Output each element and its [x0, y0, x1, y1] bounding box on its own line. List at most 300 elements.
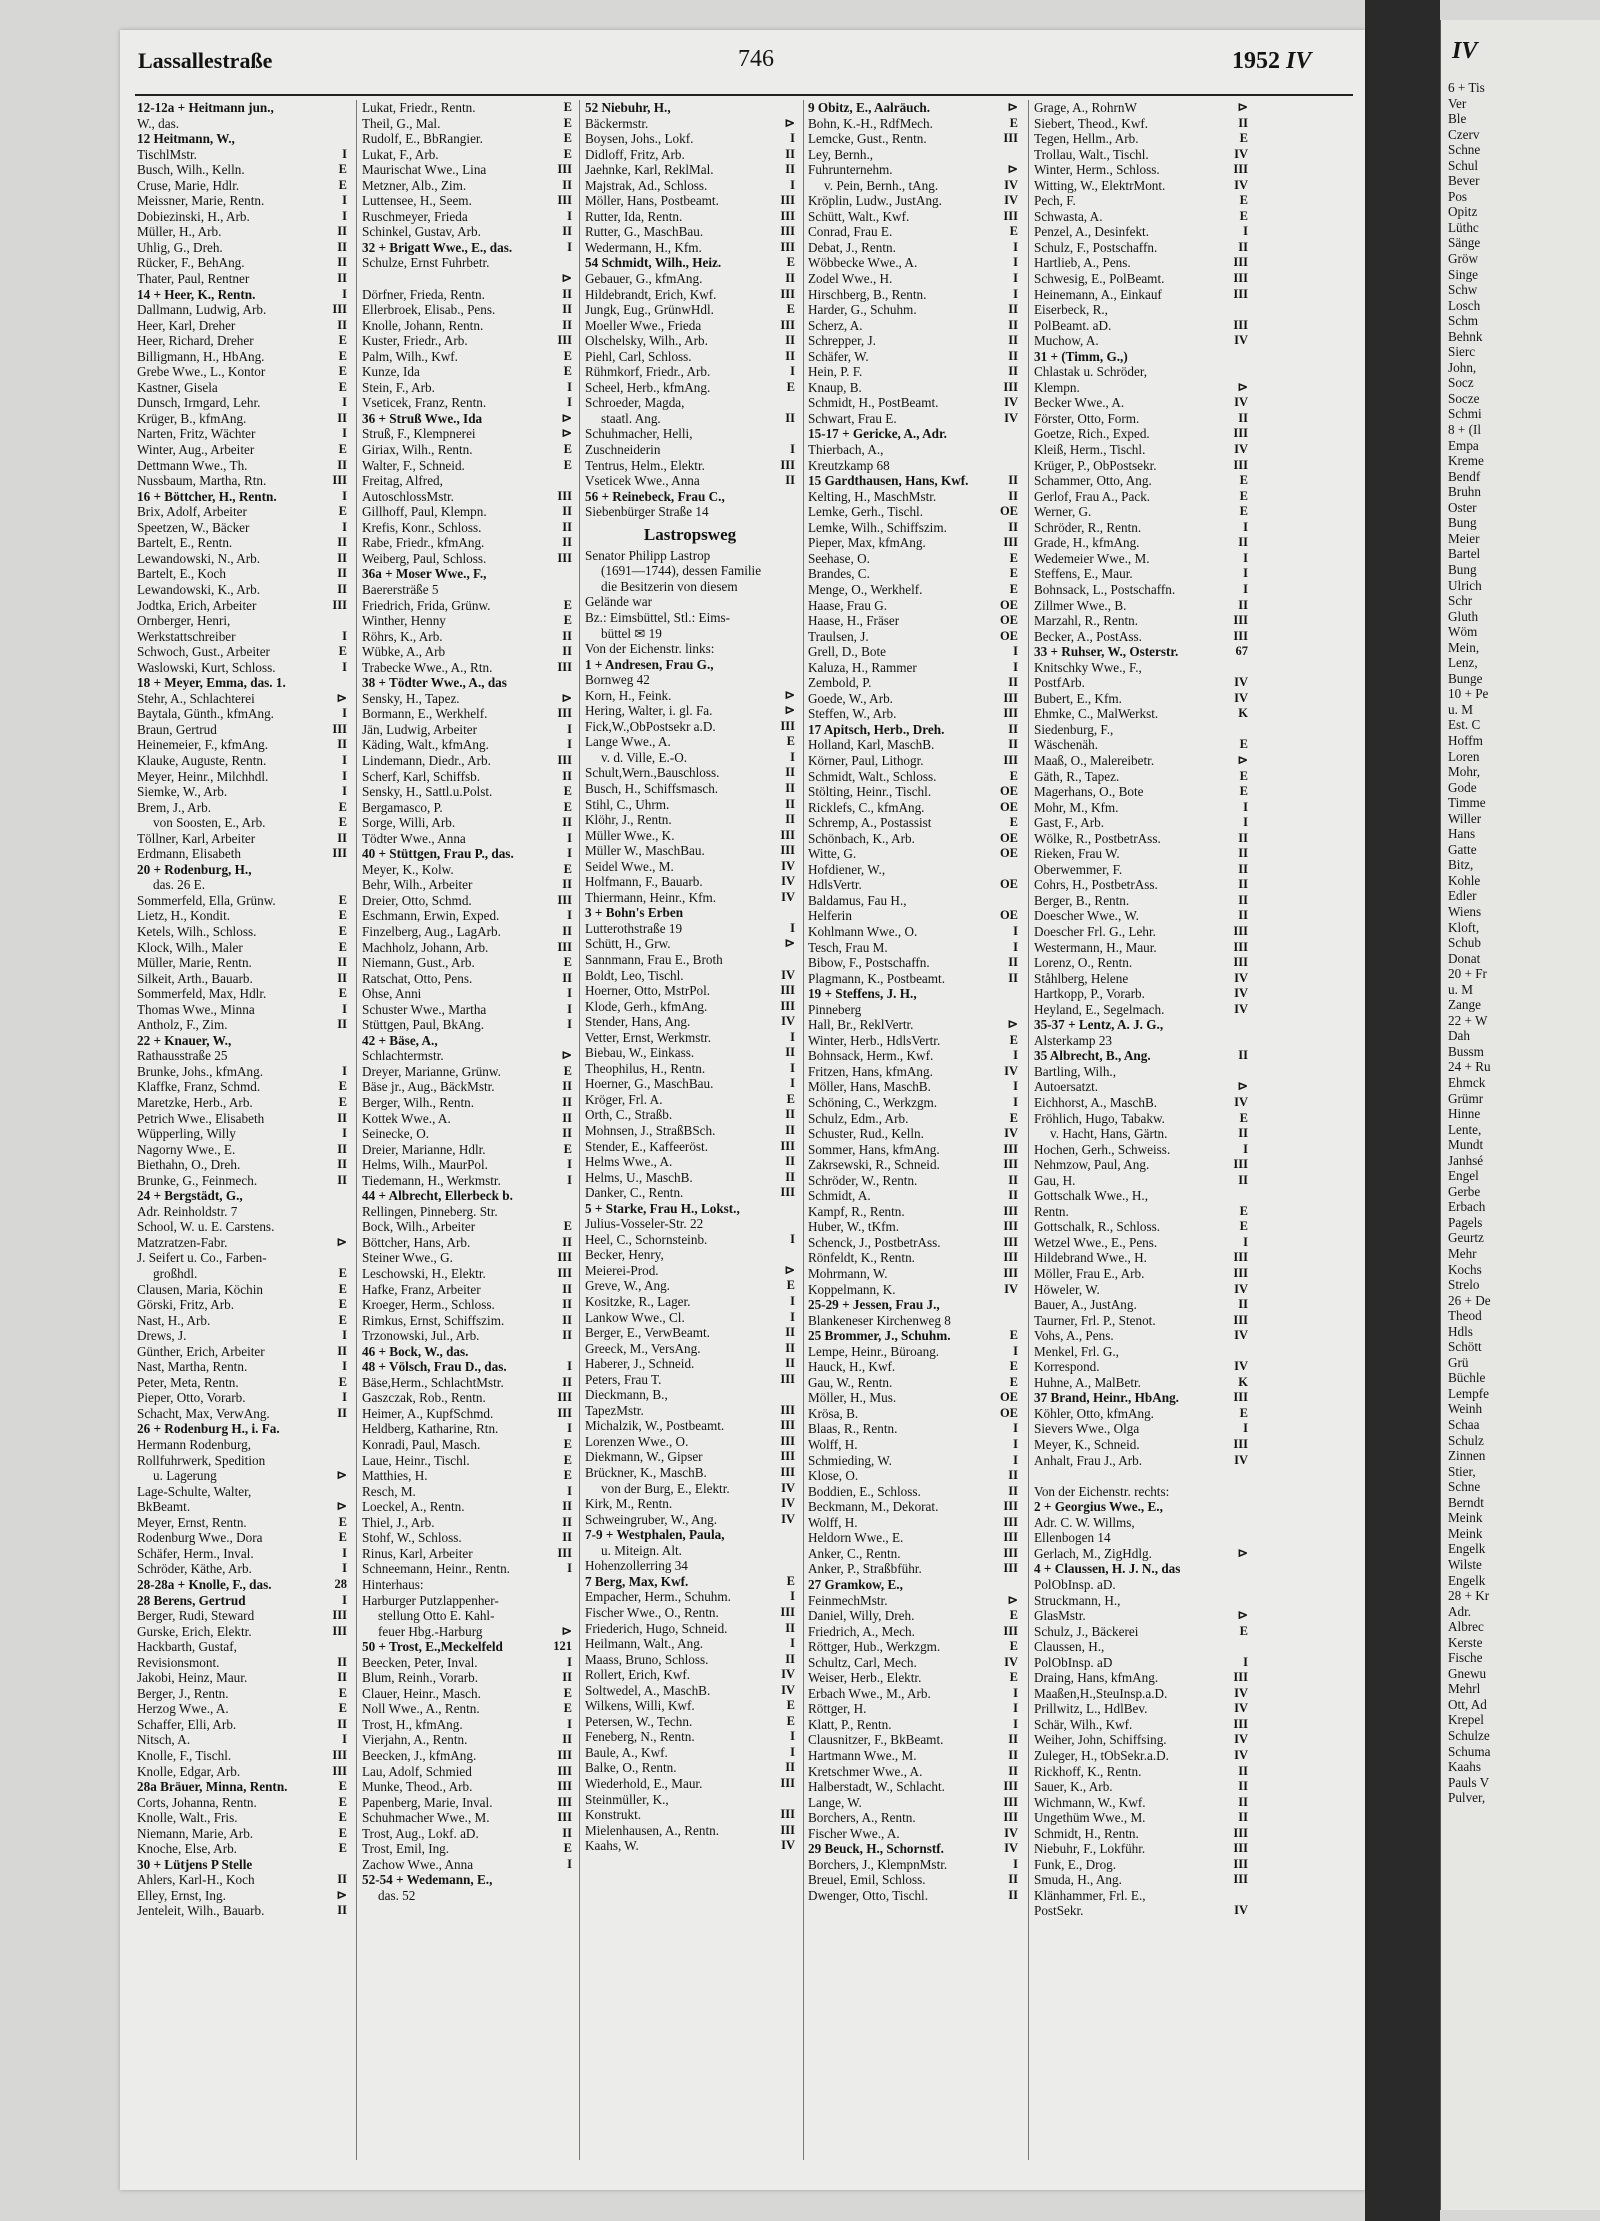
floor-mark: I	[567, 1716, 572, 1731]
directory-entry	[362, 971, 572, 987]
floor-mark: E	[338, 1701, 347, 1716]
directory-entry	[808, 1810, 1018, 1826]
directory-entry	[1034, 1717, 1248, 1733]
entry-text: Gau, W., Rentn.	[808, 1374, 893, 1390]
floor-mark: II	[337, 1903, 347, 1918]
floor-mark: III	[1233, 1872, 1248, 1887]
directory-entry	[362, 240, 572, 256]
directory-entry	[585, 1092, 795, 1108]
directory-entry	[585, 224, 795, 240]
edge-entry: Kohle	[1448, 872, 1481, 888]
edge-entry: Schaa	[1448, 1417, 1480, 1433]
directory-entry	[808, 1546, 1018, 1562]
floor-mark: III	[1003, 1530, 1018, 1545]
entry-text: Weiberg, Paul, Schloss.	[362, 550, 487, 566]
floor-mark: III	[1233, 939, 1248, 954]
directory-entry	[585, 968, 795, 984]
directory-entry	[137, 364, 347, 380]
floor-mark: III	[557, 1250, 572, 1265]
directory-entry	[137, 675, 347, 691]
floor-mark: II	[785, 348, 795, 363]
directory-entry	[362, 1188, 572, 1204]
directory-entry	[137, 940, 347, 956]
entry-text: Busch, Wilh., Kelln.	[137, 162, 245, 178]
directory-entry	[1034, 1017, 1248, 1033]
floor-mark: III	[1233, 1250, 1248, 1265]
directory-entry	[1034, 1297, 1248, 1313]
entry-text: Rabe, Friedr., kfmAng.	[362, 535, 485, 551]
directory-entry	[808, 1344, 1018, 1360]
floor-mark: I	[790, 1294, 795, 1309]
floor-mark: III	[557, 892, 572, 907]
entry-text: Lewandowski, N., Arb.	[137, 550, 261, 566]
directory-entry	[808, 1390, 1018, 1406]
entry-text: Möller, Hans, Postbeamt.	[585, 193, 719, 209]
floor-mark: I	[1013, 1437, 1018, 1452]
directory-entry	[137, 1344, 347, 1360]
directory-entry	[808, 489, 1018, 505]
floor-mark: I	[790, 364, 795, 379]
entry-text: Klose, O.	[808, 1468, 859, 1484]
floor-mark: II	[562, 877, 572, 892]
entry-text: Lange, W.	[808, 1794, 862, 1810]
edge-entry: Ehmck	[1448, 1075, 1486, 1090]
directory-entry	[808, 862, 1018, 878]
entry-text: Ruschmeyer, Frieda	[362, 208, 468, 224]
directory-entry	[1034, 1499, 1248, 1515]
directory-entry	[808, 846, 1018, 862]
directory-entry	[137, 955, 347, 971]
directory-entry	[1034, 458, 1248, 474]
directory-entry	[585, 1247, 795, 1263]
entry-text: Haase, Frau G.	[808, 597, 888, 613]
floor-mark: III	[1003, 1234, 1018, 1249]
edge-entry: Bung	[1448, 515, 1477, 531]
entry-text: Schremp, A., Postassist	[808, 815, 932, 831]
floor-mark: II	[337, 535, 347, 550]
entry-text: Bohnsack, Herm., Kwf.	[808, 1048, 934, 1064]
directory-entry	[1034, 1826, 1248, 1842]
directory-entry	[137, 271, 347, 287]
directory-entry	[808, 971, 1018, 987]
floor-mark: OE	[999, 908, 1018, 923]
directory-entry	[585, 318, 795, 334]
floor-mark: II	[1238, 410, 1248, 425]
floor-mark: IV	[1234, 1095, 1248, 1109]
directory-entry	[1034, 255, 1248, 271]
entry-text: Peters, Frau T.	[585, 1371, 662, 1387]
edge-entry: 6 + Tis	[1448, 80, 1485, 95]
edge-entry: Berndt	[1448, 1494, 1484, 1510]
entry-text: Orth, C., Straßb.	[585, 1107, 673, 1123]
floor-mark: III	[557, 706, 572, 721]
edge-entry: Hinne	[1448, 1106, 1481, 1122]
entry-text: 7-9 + Westphalen, Paula,	[585, 1527, 725, 1543]
floor-mark: III	[1233, 426, 1248, 441]
floor-mark: II	[562, 1374, 572, 1389]
entry-text: Revisionsmont.	[137, 1654, 220, 1670]
entry-text: Schammer, Otto, Ang.	[1034, 473, 1152, 489]
directory-entry	[808, 1748, 1018, 1764]
entry-text: Kottek Wwe., A.	[362, 1110, 451, 1126]
directory-entry	[585, 287, 795, 303]
floor-mark: I	[567, 1001, 572, 1016]
directory-entry	[137, 1095, 347, 1111]
floor-mark: II	[337, 1157, 347, 1172]
floor-mark: I	[567, 1856, 572, 1871]
entry-text: 52-54 + Wedemann, E.,	[362, 1872, 493, 1888]
floor-mark: II	[1008, 1188, 1018, 1203]
directory-entry	[137, 535, 347, 551]
entry-text: Becker, Henry,	[585, 1247, 664, 1263]
directory-entry	[808, 598, 1018, 614]
entry-text: Schmidt, H., PostBeamt.	[808, 395, 939, 411]
directory-entry	[1034, 1888, 1248, 1904]
edge-entry: Mehr	[1448, 1246, 1477, 1262]
entry-text: großhdl.	[153, 1266, 198, 1282]
floor-mark: II	[337, 224, 347, 239]
entry-text: Doescher Frl. G., Lehr.	[1034, 923, 1156, 939]
floor-mark: II	[785, 812, 795, 827]
directory-entry	[362, 489, 572, 505]
directory-entry	[137, 769, 347, 785]
entry-text: Draing, Hans, kfmAng.	[1034, 1670, 1159, 1686]
floor-mark: II	[562, 1079, 572, 1094]
entry-text: (1691—1744), dessen Familie	[601, 563, 762, 579]
floor-mark: III	[1003, 1810, 1018, 1825]
directory-entry	[362, 940, 572, 956]
floor-mark: I	[790, 1076, 795, 1091]
entry-text: Debat, J., Rentn.	[808, 239, 896, 255]
floor-mark: I	[342, 784, 347, 799]
entry-text: Trzonowski, Jul., Arb.	[362, 1328, 480, 1344]
floor-mark: E	[338, 1794, 347, 1809]
directory-entry	[808, 1701, 1018, 1717]
entry-text: Schneemann, Heinr., Rentn.	[362, 1561, 510, 1577]
adjacent-page-section: IV	[1452, 38, 1478, 64]
entry-text: 26 + Rodenburg H., i. Fa.	[137, 1421, 280, 1437]
floor-mark: I	[342, 1545, 347, 1560]
directory-entry	[1034, 1639, 1248, 1655]
edge-entry: Socz	[1448, 375, 1474, 391]
entry-text: Danker, C., Rentn.	[585, 1185, 684, 1201]
floor-mark: III	[332, 1608, 347, 1623]
floor-mark: II	[785, 1045, 795, 1060]
floor-mark: III	[557, 659, 572, 674]
entry-text: Lau, Adolf, Schmied	[362, 1763, 472, 1779]
floor-mark: E	[563, 100, 572, 114]
directory-entry	[137, 1359, 347, 1375]
entry-text: Grell, D., Bote	[808, 644, 887, 660]
directory-entry	[137, 1250, 347, 1266]
entry-text: Kirk, M., Rentn.	[585, 1496, 673, 1512]
floor-mark: III	[557, 333, 572, 348]
entry-text: Blankeneser Kirchenweg 8	[808, 1312, 951, 1328]
entry-text: Struß, F., Klempnerei	[362, 426, 476, 442]
directory-entry	[362, 1297, 572, 1313]
directory-entry	[585, 859, 795, 875]
phone-icon: ⊳	[561, 1623, 572, 1638]
directory-entry	[808, 255, 1018, 271]
edge-entry: Sierc	[1448, 344, 1476, 360]
directory-entry	[585, 349, 795, 365]
directory-entry	[362, 1670, 572, 1686]
entry-text: Lemke, Wilh., Schiffszim.	[808, 519, 947, 535]
floor-mark: E	[1239, 193, 1248, 208]
floor-mark: E	[338, 939, 347, 954]
directory-entry	[137, 1639, 347, 1655]
entry-text: Röttger, H.	[808, 1701, 867, 1717]
entry-text: Borchers, A., Rentn.	[808, 1810, 916, 1826]
entry-text: Steffens, E., Maur.	[1034, 566, 1133, 582]
directory-entry	[137, 1888, 347, 1904]
floor-mark: II	[785, 780, 795, 795]
column-divider	[1028, 100, 1029, 2160]
directory-entry	[1034, 893, 1248, 909]
entry-text: Beecken, J., kfmAng.	[362, 1747, 477, 1763]
edge-entry: Schul	[1448, 157, 1479, 173]
directory-entry	[362, 271, 572, 287]
floor-mark: II	[1008, 488, 1018, 503]
entry-text: Werkstattschreiber	[137, 628, 236, 644]
phone-icon: ⊳	[784, 703, 795, 718]
directory-entry	[585, 921, 795, 937]
entry-text: Seehase, O.	[808, 550, 870, 566]
floor-mark: I	[790, 1589, 795, 1604]
entry-text: Matthies, H.	[362, 1468, 428, 1484]
phone-icon: ⊳	[336, 1234, 347, 1249]
floor-mark: E	[1239, 768, 1248, 783]
entry-text: Antholz, F., Zim.	[137, 1017, 228, 1033]
floor-mark: II	[1008, 1887, 1018, 1902]
entry-text: Witting, W., ElektrMont.	[1034, 177, 1166, 193]
entry-text: Röttger, Hub., Werkzgm.	[808, 1639, 941, 1655]
floor-mark: II	[1238, 877, 1248, 892]
entry-text: Zachow Wwe., Anna	[362, 1856, 474, 1872]
directory-entry	[585, 1061, 795, 1077]
phone-icon: ⊳	[784, 687, 795, 702]
floor-mark: IV	[781, 1496, 795, 1511]
floor-mark: E	[1239, 208, 1248, 223]
entry-text: Grade, H., kfmAng.	[1034, 535, 1140, 551]
directory-entry	[362, 613, 572, 629]
directory-entry	[1034, 1608, 1248, 1624]
floor-mark: IV	[781, 889, 795, 904]
entry-text: Klaffke, Franz, Schmd.	[137, 1079, 261, 1095]
directory-entry	[585, 1838, 795, 1854]
entry-text: Schütt, H., Grw.	[585, 936, 671, 952]
directory-entry	[362, 846, 572, 862]
directory-entry	[808, 644, 1018, 660]
entry-text: 25 Brommer, J., Schuhm.	[808, 1328, 951, 1344]
phone-icon: ⊳	[1237, 1545, 1248, 1560]
edge-entry: Timme	[1448, 795, 1486, 811]
entry-text: Ketels, Wilh., Schloss.	[137, 923, 257, 939]
directory-entry	[585, 1045, 795, 1061]
floor-mark: I	[1013, 923, 1018, 938]
phone-icon: ⊳	[1007, 1592, 1018, 1607]
entry-text: Didloff, Fritz, Arb.	[585, 146, 685, 162]
directory-entry	[808, 1888, 1018, 1904]
entry-text: FeinmechMstr.	[808, 1592, 888, 1608]
entry-text: Gebauer, G., kfmAng.	[585, 271, 703, 287]
directory-entry	[585, 1621, 795, 1637]
directory-entry	[1034, 162, 1248, 178]
floor-mark: II	[1238, 830, 1248, 845]
floor-mark: IV	[781, 1667, 795, 1682]
directory-entry	[362, 1064, 572, 1080]
directory-entry	[362, 691, 572, 707]
edge-entry: 8 + (Il	[1448, 422, 1482, 438]
floor-mark: IV	[1234, 675, 1248, 690]
floor-mark: E	[338, 1825, 347, 1840]
directory-entry	[585, 1729, 795, 1745]
entry-text: Stüttgen, Paul, BkAng.	[362, 1017, 484, 1033]
directory-entry	[1034, 1593, 1248, 1609]
floor-mark: II	[562, 1670, 572, 1685]
directory-entry	[1034, 629, 1248, 645]
floor-mark: E	[338, 1312, 347, 1327]
directory-entry	[585, 781, 795, 797]
directory-entry	[808, 1142, 1018, 1158]
entry-text: Maaß, O., Malereibetr.	[1034, 752, 1155, 768]
entry-text: Kröger, Frl. A.	[585, 1091, 663, 1107]
floor-mark: E	[563, 457, 572, 472]
entry-text: Schütt, Walt., Kwf.	[808, 208, 910, 224]
entry-text: Lage-Schulte, Walter,	[137, 1483, 252, 1499]
floor-mark: III	[1003, 379, 1018, 394]
floor-mark: III	[1233, 613, 1248, 628]
directory-entry	[362, 986, 572, 1002]
directory-entry	[585, 333, 795, 349]
floor-mark: IV	[781, 1511, 795, 1526]
floor-mark: III	[780, 1465, 795, 1480]
edge-entry: Meier	[1448, 530, 1480, 546]
entry-text: Funk, E., Drog.	[1034, 1856, 1117, 1872]
directory-entry	[1034, 753, 1248, 769]
floor-mark: E	[338, 379, 347, 394]
edge-entry: 10 + Pe	[1448, 686, 1489, 702]
edge-entry: Gröw	[1448, 251, 1479, 267]
floor-mark: I	[790, 749, 795, 764]
floor-mark: OE	[999, 628, 1018, 643]
entry-text: Drews, J.	[137, 1328, 187, 1344]
directory-entry	[585, 890, 795, 906]
entry-text: Elley, Ernst, Ing.	[137, 1887, 226, 1903]
directory-entry	[808, 318, 1018, 334]
entry-text: Lietz, H., Kondit.	[137, 908, 231, 924]
floor-mark: II	[562, 1328, 572, 1343]
entry-text: Gelände war	[585, 594, 652, 610]
directory-entry	[137, 1499, 347, 1515]
entry-text: Kleiß, Herm., Tischl.	[1034, 442, 1146, 458]
directory-entry	[1034, 1437, 1248, 1453]
directory-entry	[362, 1888, 572, 1904]
entry-text: Matzratzen-Fabr.	[137, 1234, 228, 1250]
directory-entry	[585, 255, 795, 271]
floor-mark: I	[790, 920, 795, 935]
entry-text: Lemcke, Gust., Rentn.	[808, 131, 927, 147]
entry-text: Rathausstraße 25	[137, 1048, 228, 1064]
floor-mark: III	[780, 224, 795, 239]
page-number: 746	[738, 46, 774, 72]
directory-entry	[362, 800, 572, 816]
directory-entry	[1034, 908, 1248, 924]
directory-entry	[362, 349, 572, 365]
edge-entry: u. M	[1448, 701, 1473, 717]
directory-entry	[362, 675, 572, 691]
directory-entry	[585, 1403, 795, 1419]
floor-mark: E	[1239, 473, 1248, 488]
floor-mark: E	[563, 364, 572, 379]
floor-mark: III	[1233, 1437, 1248, 1452]
directory-entry	[137, 1577, 347, 1593]
entry-text: 32 + Brigatt Wwe., E., das.	[362, 239, 513, 255]
entry-text: Bormann, E., Werkhelf.	[362, 706, 488, 722]
entry-text: Haase, H., Fräser	[808, 613, 900, 629]
directory-entry	[1034, 302, 1248, 318]
entry-text: Berger, B., Rentn.	[1034, 892, 1130, 908]
entry-text: Waslowski, Kurt, Schloss.	[137, 659, 276, 675]
entry-text: Pinneberg	[808, 1001, 862, 1017]
entry-text: Klöhr, J., Rentn.	[585, 812, 672, 828]
floor-mark: III	[557, 939, 572, 954]
floor-mark: III	[1233, 286, 1248, 301]
directory-entry	[808, 1406, 1018, 1422]
entry-text: 16 + Böttcher, H., Rentn.	[137, 488, 277, 504]
entry-text: Dreier, Marianne, Hdlr.	[362, 1141, 486, 1157]
directory-entry	[1034, 1857, 1248, 1873]
directory-entry	[1034, 940, 1248, 956]
entry-text: Empacher, Herm., Schuhm.	[585, 1589, 731, 1605]
edge-entry: Gatte	[1448, 841, 1477, 857]
directory-entry	[362, 178, 572, 194]
directory-entry	[362, 1282, 572, 1298]
directory-entry	[585, 1512, 795, 1528]
floor-mark: II	[785, 333, 795, 348]
floor-mark: I	[567, 737, 572, 752]
entry-text: Käding, Walt., kfmAng.	[362, 737, 489, 753]
entry-text: Schröder, W., Rentn.	[808, 1172, 918, 1188]
floor-mark: II	[562, 1499, 572, 1514]
directory-entry	[137, 1717, 347, 1733]
entry-text: Ellenbogen 14	[1034, 1530, 1111, 1546]
entry-text: Wäschenäh.	[1034, 737, 1099, 753]
floor-mark: II	[1008, 333, 1018, 348]
entry-text: 38 + Tödter Wwe., A., das	[362, 675, 507, 691]
directory-entry	[362, 1235, 572, 1251]
directory-entry	[362, 302, 572, 318]
entry-text: Pech, F.	[1034, 193, 1076, 209]
floor-mark: II	[785, 473, 795, 488]
floor-mark: III	[1233, 162, 1248, 177]
edge-entry: Donat	[1448, 950, 1481, 966]
directory-entry	[1034, 426, 1248, 442]
entry-text: Seidel Wwe., M.	[585, 858, 674, 874]
edge-entry: Dah	[1448, 1028, 1470, 1044]
directory-entry	[585, 116, 795, 132]
entry-text: Berger, Wilh., Rentn.	[362, 1095, 474, 1110]
entry-text: Baule, A., Kwf.	[585, 1744, 668, 1760]
edge-entry: Stier,	[1448, 1463, 1476, 1479]
directory-entry	[1034, 1126, 1248, 1142]
directory-entry	[137, 862, 347, 878]
floor-mark: II	[785, 271, 795, 286]
directory-entry	[585, 1434, 795, 1450]
floor-mark: II	[785, 796, 795, 811]
directory-entry	[808, 986, 1018, 1002]
floor-mark: I	[1013, 255, 1018, 270]
